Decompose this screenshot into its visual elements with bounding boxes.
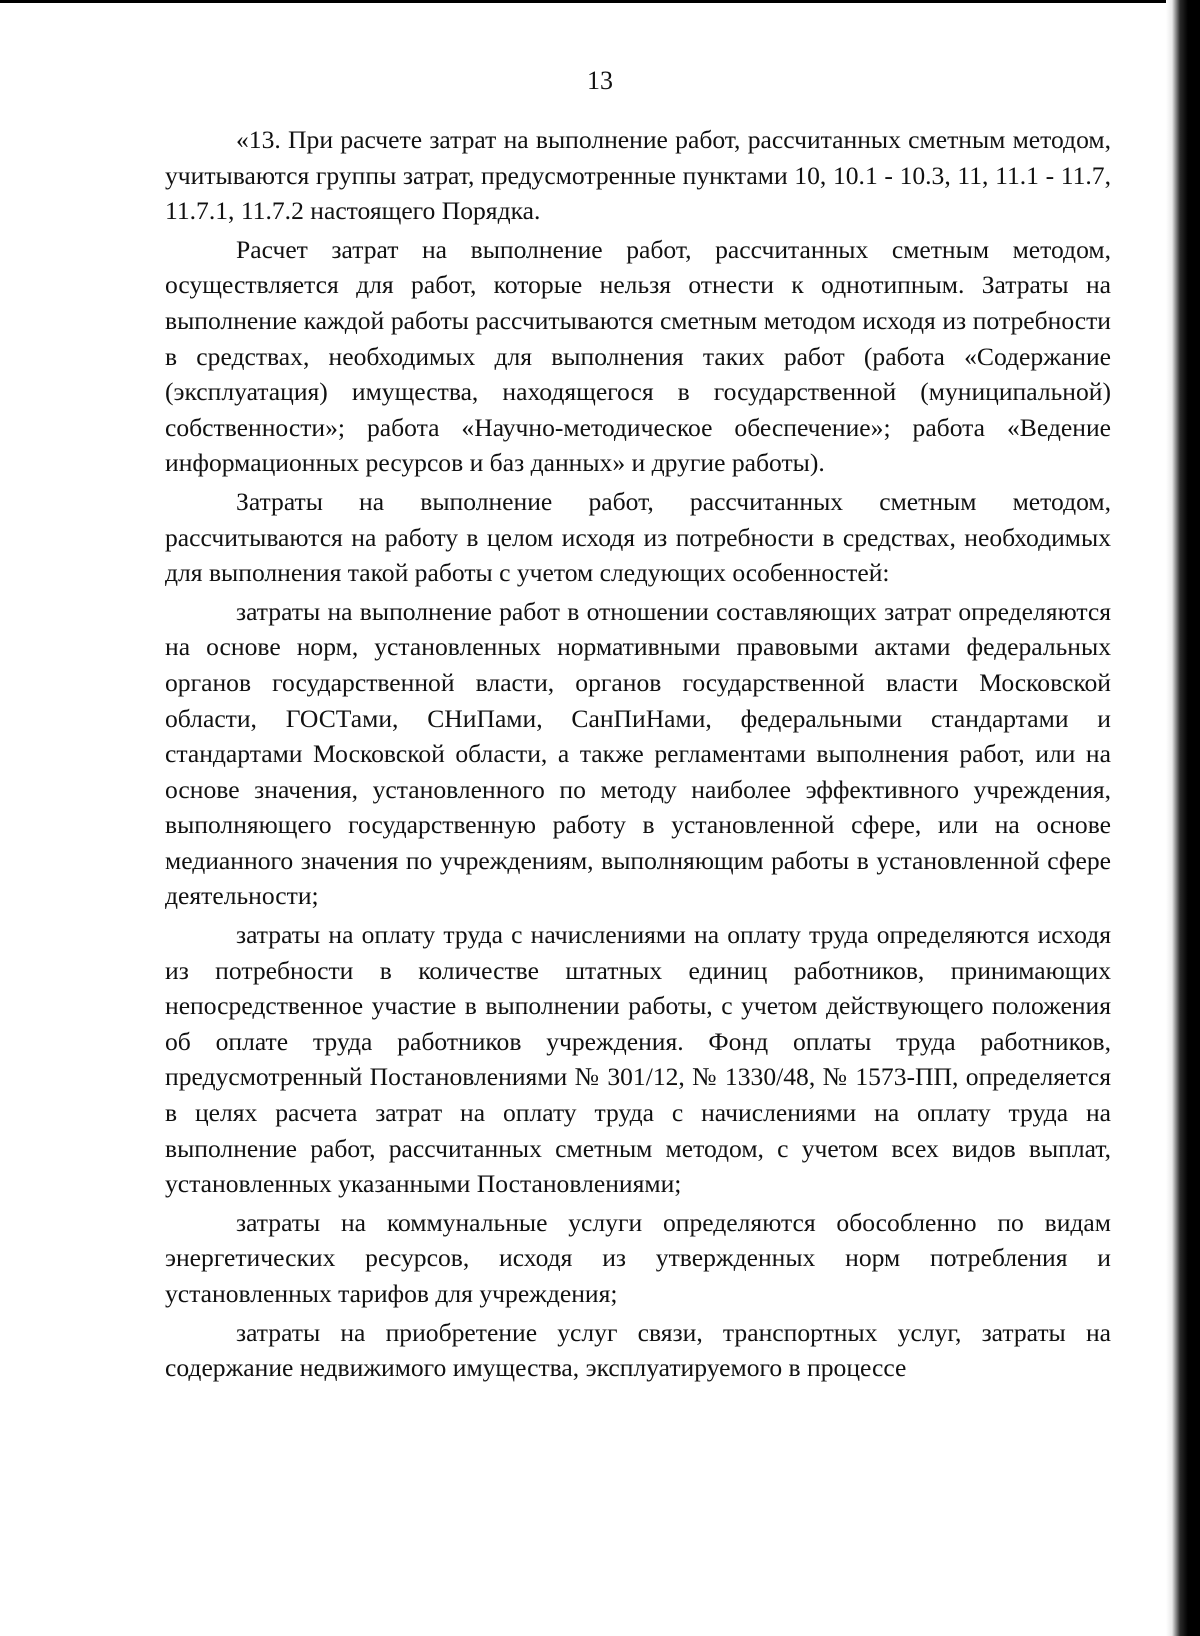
document-body: [165, 122, 1111, 1389]
scan-top-edge: [0, 0, 1200, 3]
paragraph-clause-13: «13. При расчете затрат на выполнение работ, рассчитанных сметным методом, учитываются группы затрат, предусмотренные пунктами 10, 10.1 - 10.3, 11, 11.1 - 11.7, 11.7.1, 11.7.2 настоящего Порядка.: [165, 125, 1111, 226]
scan-right-edge: [1166, 0, 1200, 1636]
paragraph-calculation-features: Затраты на выполнение работ, рассчитанных сметным методом, рассчитываются на работу в целом исходя из потребности в средствах, необходимых для выполнения такой работы с учетом следующих особенностей:: [165, 486, 1111, 588]
page-number: 13: [587, 66, 613, 95]
paragraph-utility-costs: затраты на коммунальные услуги определяются обособленно по видам энергетических ресурсов, исходя из утвержденных норм потребления и установленных тарифов для учреждения;: [165, 1207, 1111, 1308]
paragraph-labor-costs: затраты на оплату труда с начислениями на оплату труда определяются исходя из потребности в количестве штатных единиц работников, принимающих непосредственное участие в выполнении работы, с учетом действующего положения об оплате труда работников учреждения. Фонд оплаты труда работников, предусмотренный Постановлениями № 301/12, № 1330/48, № 1573-ПП, определяется в целях расчета затрат на оплату труда с начислениями на оплату труда на выполнение работ, рассчитанных сметным методом, с учетом всех видов выплат, установленных указанными Постановлениями;: [165, 920, 1111, 1199]
paragraph-calculation-scope: Расчет затрат на выполнение работ, рассчитанных сметным методом, осуществляется для работ, которые нельзя отнести к однотипным. Затраты на выполнение каждой работы рассчитываются сметным методом исходя из потребности в средствах, необходимых для выполнения таких работ (работа «Содержание (эксплуатация) имущества, находящегося в государственной (муниципальной) собственности»; работа «Научно-методическое обеспечение»; работа «Ведение информационных ресурсов и баз данных» и другие работы).: [165, 234, 1111, 478]
paragraph-communication-costs: затраты на приобретение услуг связи, транспортных услуг, затраты на содержание недвижимого имущества, эксплуатируемого в процессе: [165, 1317, 1111, 1383]
paragraph-component-costs: затраты на выполнение работ в отношении составляющих затрат определяются на основе норм, установленных нормативными правовыми актами федеральных органов государственной власти, органов государственной власти Московской области, ГОСТами, СНиПами, СанПиНами, федеральными стандартами и стандартами Московской области, а также регламентами выполнения работ, или на основе значения, установленного по методу наиболее эффективного учреждения, выполняющего государственную работу в установленной сфере, или на основе медианного значения по учреждениям, выполняющим работы в установленной сфере деятельности;: [165, 596, 1111, 911]
